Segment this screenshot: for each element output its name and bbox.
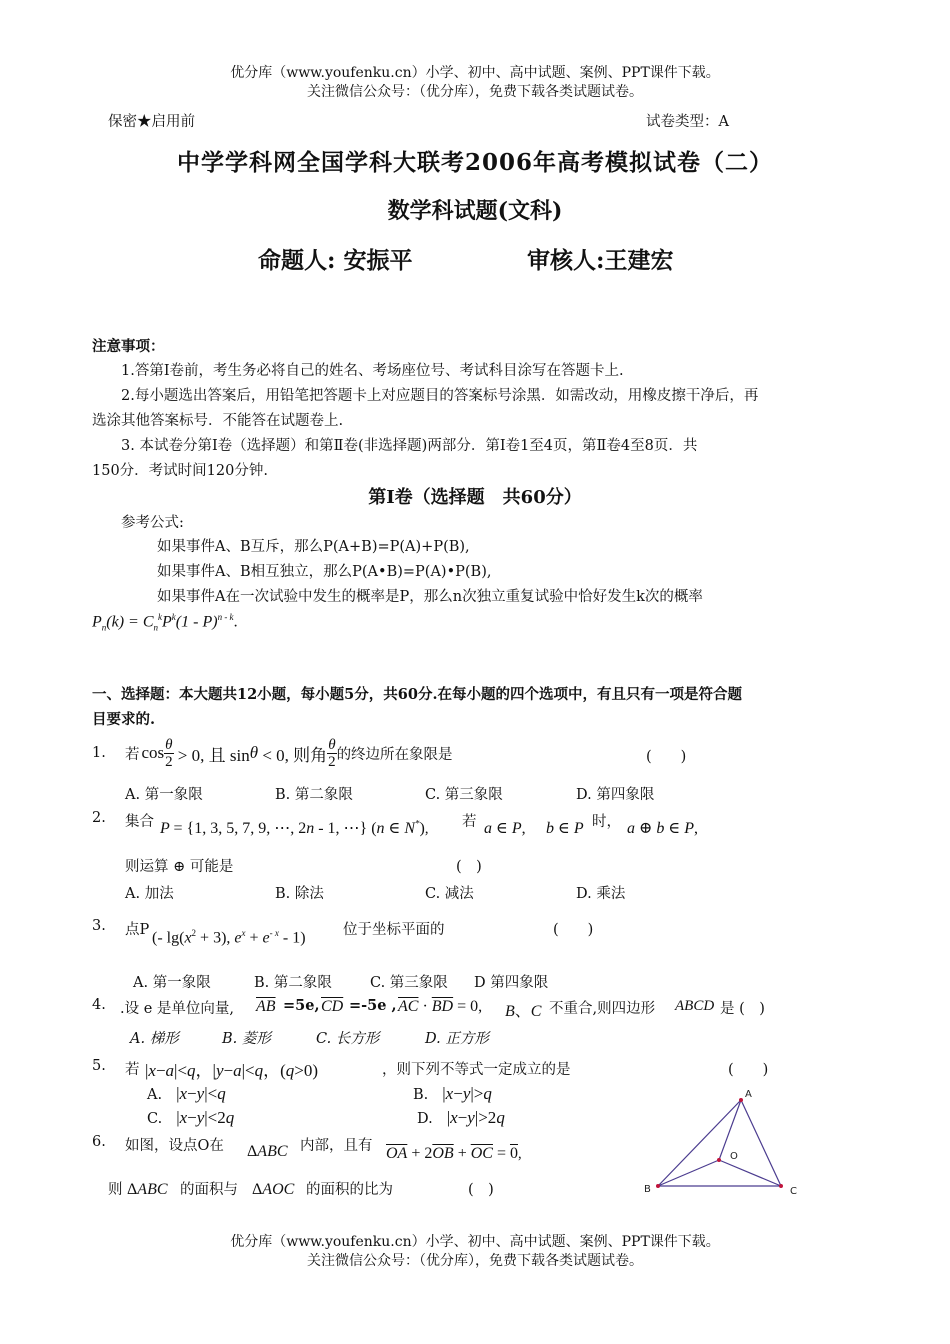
q1-pre: 若 <box>125 746 140 763</box>
q5-option-c[interactable]: C. |x−y|<2q <box>147 1108 235 1127</box>
section-1b: 目要求的. <box>92 711 156 728</box>
q1-option-a[interactable]: A. 第一象限 <box>125 787 203 803</box>
q4-abcd: ABCD <box>675 998 715 1014</box>
q5-post: ，则下列不等式一定成立的是 <box>382 1062 571 1078</box>
q3-option-a[interactable]: A. 第一象限 <box>133 975 211 991</box>
header-line-1: 优分库（www.youfenku.cn）小学、初中、高中试题、案例、PPT课件下载。 <box>230 65 720 81</box>
q4-p1: =5e, <box>283 997 320 1014</box>
q6-area-aoc: ΔAOC <box>252 1181 295 1198</box>
q3-pre: 点P <box>125 922 150 938</box>
q2-op: a ⊕ b ∈ P, <box>627 820 699 837</box>
q3-point: (- $\lg(x^2 + 3)$, $e^x + e^{- x} - 1$) <box>152 928 306 947</box>
note-3b: 150分．考试时间120分钟. <box>92 463 268 479</box>
q3-option-c[interactable]: C. 第三象限 <box>370 975 448 991</box>
q3-option-b[interactable]: B. 第二象限 <box>254 975 332 991</box>
binomial-formula: $P_n(k) = C_n^kP^k(1 - P)^{n - k}$. <box>92 612 238 633</box>
q4-text: .设 e 是单位向量, <box>120 1001 235 1017</box>
q1-frac-2: $\frac{\theta}{2}$ <box>328 736 336 770</box>
q2-option-c[interactable]: C. 减法 <box>425 886 474 902</box>
label-b: B <box>644 1184 651 1195</box>
edge-ac <box>741 1100 781 1186</box>
q4-option-a[interactable]: A. 梯形 <box>130 1031 179 1047</box>
point-o <box>717 1158 721 1162</box>
page-title: 中学学科网全国学科大联考2006年高考模拟试卷（二） <box>176 149 773 176</box>
header-line-2: 关注微信公众号：（优分库），免费下载各类试题试卷。 <box>307 84 643 100</box>
q1-option-b[interactable]: B. 第二象限 <box>275 787 353 803</box>
q3-paren: ( ) <box>553 922 594 938</box>
q1-paren: ( ) <box>646 749 687 765</box>
q5-condition: |x−a|<q，|y−a|<q，(q>0) <box>145 1061 319 1080</box>
q3-number: 3. <box>92 918 106 934</box>
formula-1: 如果事件A、B互斥，那么P(A+B)=P(A)+P(B), <box>157 539 470 555</box>
q5-number: 5. <box>92 1058 106 1074</box>
note-2a: 2.每小题选出答案后，用铅笔把答题卡上对应题目的答案标号涂黑．如需改动，用橡皮擦干净后，再 <box>121 388 759 404</box>
q4-number: 4. <box>92 997 106 1013</box>
paper-type: 试卷类型：A <box>646 114 729 130</box>
point-b <box>656 1184 660 1188</box>
q2-b-in-p: b ∈ P <box>546 820 584 837</box>
q6-line2b: 的面积与 <box>180 1182 238 1198</box>
q4-vec-ab: $\overline{AB}$ <box>256 998 276 1015</box>
q5-option-d[interactable]: D. |x−y|>2q <box>417 1108 505 1127</box>
q4-p4: 是 ( ) <box>720 1001 765 1017</box>
edge-ab <box>658 1100 741 1186</box>
q4-p2: =-5e , <box>349 997 397 1014</box>
q2-set: P = {1, 3, 5, 7, 9, ⋯, 2n - 1, ⋯} (n ∈ N*), <box>160 818 429 837</box>
q3-post: 位于坐标平面的 <box>343 922 445 938</box>
q2-paren: ( ) <box>456 859 482 875</box>
section-1a: 一、选择题：本大题共12小题，每小题5分，共60分.在每小题的四个选项中，有且只有一项是符合题 <box>92 686 742 703</box>
formula-3: 如果事件A在一次试验中发生的概率是P，那么n次独立重复试验中恰好发生k次的概率 <box>157 589 703 605</box>
q2-option-d[interactable]: D. 乘法 <box>576 886 626 902</box>
footer-line-1: 优分库（www.youfenku.cn）小学、初中、高中试题、案例、PPT课件下载。 <box>230 1234 720 1250</box>
point-c <box>779 1184 783 1188</box>
q5-paren: ( ) <box>728 1062 769 1078</box>
q6-triangle-abc: ΔABC <box>247 1143 288 1160</box>
label-a: A <box>745 1089 752 1100</box>
q6-vector-eq: $\overline{OA} + 2\overline{OB} + \overline{OC} = 0$, <box>386 1145 522 1162</box>
q1-number: 1. <box>92 745 106 761</box>
triangle-figure <box>630 1080 810 1200</box>
q6-line2c: 的面积的比为 <box>306 1182 393 1198</box>
note-1: 1.答第Ⅰ卷前，考生务必将自己的姓名、考场座位号、考试科目涂写在答题卡上. <box>121 363 624 379</box>
q6-number: 6. <box>92 1134 106 1150</box>
q2-when: 时， <box>592 814 621 830</box>
q2-a-in-p: a ∈ P, <box>484 820 526 837</box>
reviewer: 审核人:王建宏 <box>527 247 674 274</box>
q1-option-c[interactable]: C. 第三象限 <box>425 787 503 803</box>
q5-option-a[interactable]: A. |x−y|<q <box>147 1084 226 1103</box>
q2-pre: 集合 <box>125 814 154 830</box>
q6-mid: 内部，且有 <box>300 1138 373 1154</box>
q1-frac-1: $\frac{\theta}{2}$ <box>165 736 173 770</box>
q3-option-d[interactable]: D 第四象限 <box>474 975 549 991</box>
q4-option-b[interactable]: B. 菱形 <box>222 1031 271 1047</box>
q1-mid: 的终边所在象限是 <box>336 746 453 763</box>
q2-option-a[interactable]: A. 加法 <box>125 886 174 902</box>
label-o: O <box>730 1151 738 1162</box>
q2-op-text: 则运算 ⊕ 可能是 <box>125 859 234 875</box>
q1-stem: 若 cos $\frac{\theta}{2}$ > 0, 且 sin θ < 0, 则角 $\frac{\theta}{2}$ 的终边所在象限是 <box>125 736 453 770</box>
q4-option-c[interactable]: C. 长方形 <box>316 1031 380 1047</box>
q6-paren: ( ) <box>468 1182 494 1198</box>
formula-2: 如果事件A、B相互独立，那么P(A•B)=P(A)•P(B), <box>157 564 492 580</box>
secret-label: 保密★启用前 <box>108 114 195 130</box>
setter: 命题人: 安振平 <box>258 247 413 274</box>
q4-p3: 不重合,则四边形 <box>549 1001 656 1017</box>
segment-bo <box>658 1160 719 1186</box>
part-one-title: 第Ⅰ卷（选择题 共60分） <box>368 487 582 508</box>
label-c: C <box>790 1186 797 1197</box>
q2-if: 若 <box>462 814 477 830</box>
q6-pre: 如图，设点O在 <box>125 1138 224 1154</box>
q4-option-d[interactable]: D. 正方形 <box>425 1031 489 1047</box>
q2-number: 2. <box>92 810 106 826</box>
formula-heading: 参考公式: <box>121 515 184 531</box>
q6-line2a: 则 <box>108 1182 123 1198</box>
note-2b: 选涂其他答案标号．不能答在试题卷上. <box>92 413 344 429</box>
note-3a: 3. 本试卷分第Ⅰ卷（选择题）和第Ⅱ卷(非选择题)两部分．第Ⅰ卷1至4页，第Ⅱ卷4至8页．共 <box>121 438 698 454</box>
q4-vec-cd: $\overline{CD}$ <box>321 998 344 1015</box>
q6-area-abc: ΔABC <box>127 1181 168 1198</box>
notes-heading: 注意事项： <box>92 338 165 355</box>
q4-bc: B、C <box>505 1003 542 1020</box>
point-a <box>739 1098 743 1102</box>
segment-co <box>719 1160 781 1186</box>
q2-option-b[interactable]: B. 除法 <box>275 886 324 902</box>
q1-option-d[interactable]: D. 第四象限 <box>576 787 655 803</box>
q5-pre: 若 <box>125 1062 140 1078</box>
q4-dot: $\overline{AC} \cdot \overline{BD} = 0$, <box>398 998 483 1015</box>
page-subtitle: 数学科试题(文科) <box>387 198 563 224</box>
footer-line-2: 关注微信公众号：（优分库），免费下载各类试题试卷。 <box>307 1253 643 1269</box>
q5-option-b[interactable]: B. |x−y|>q <box>413 1084 492 1103</box>
